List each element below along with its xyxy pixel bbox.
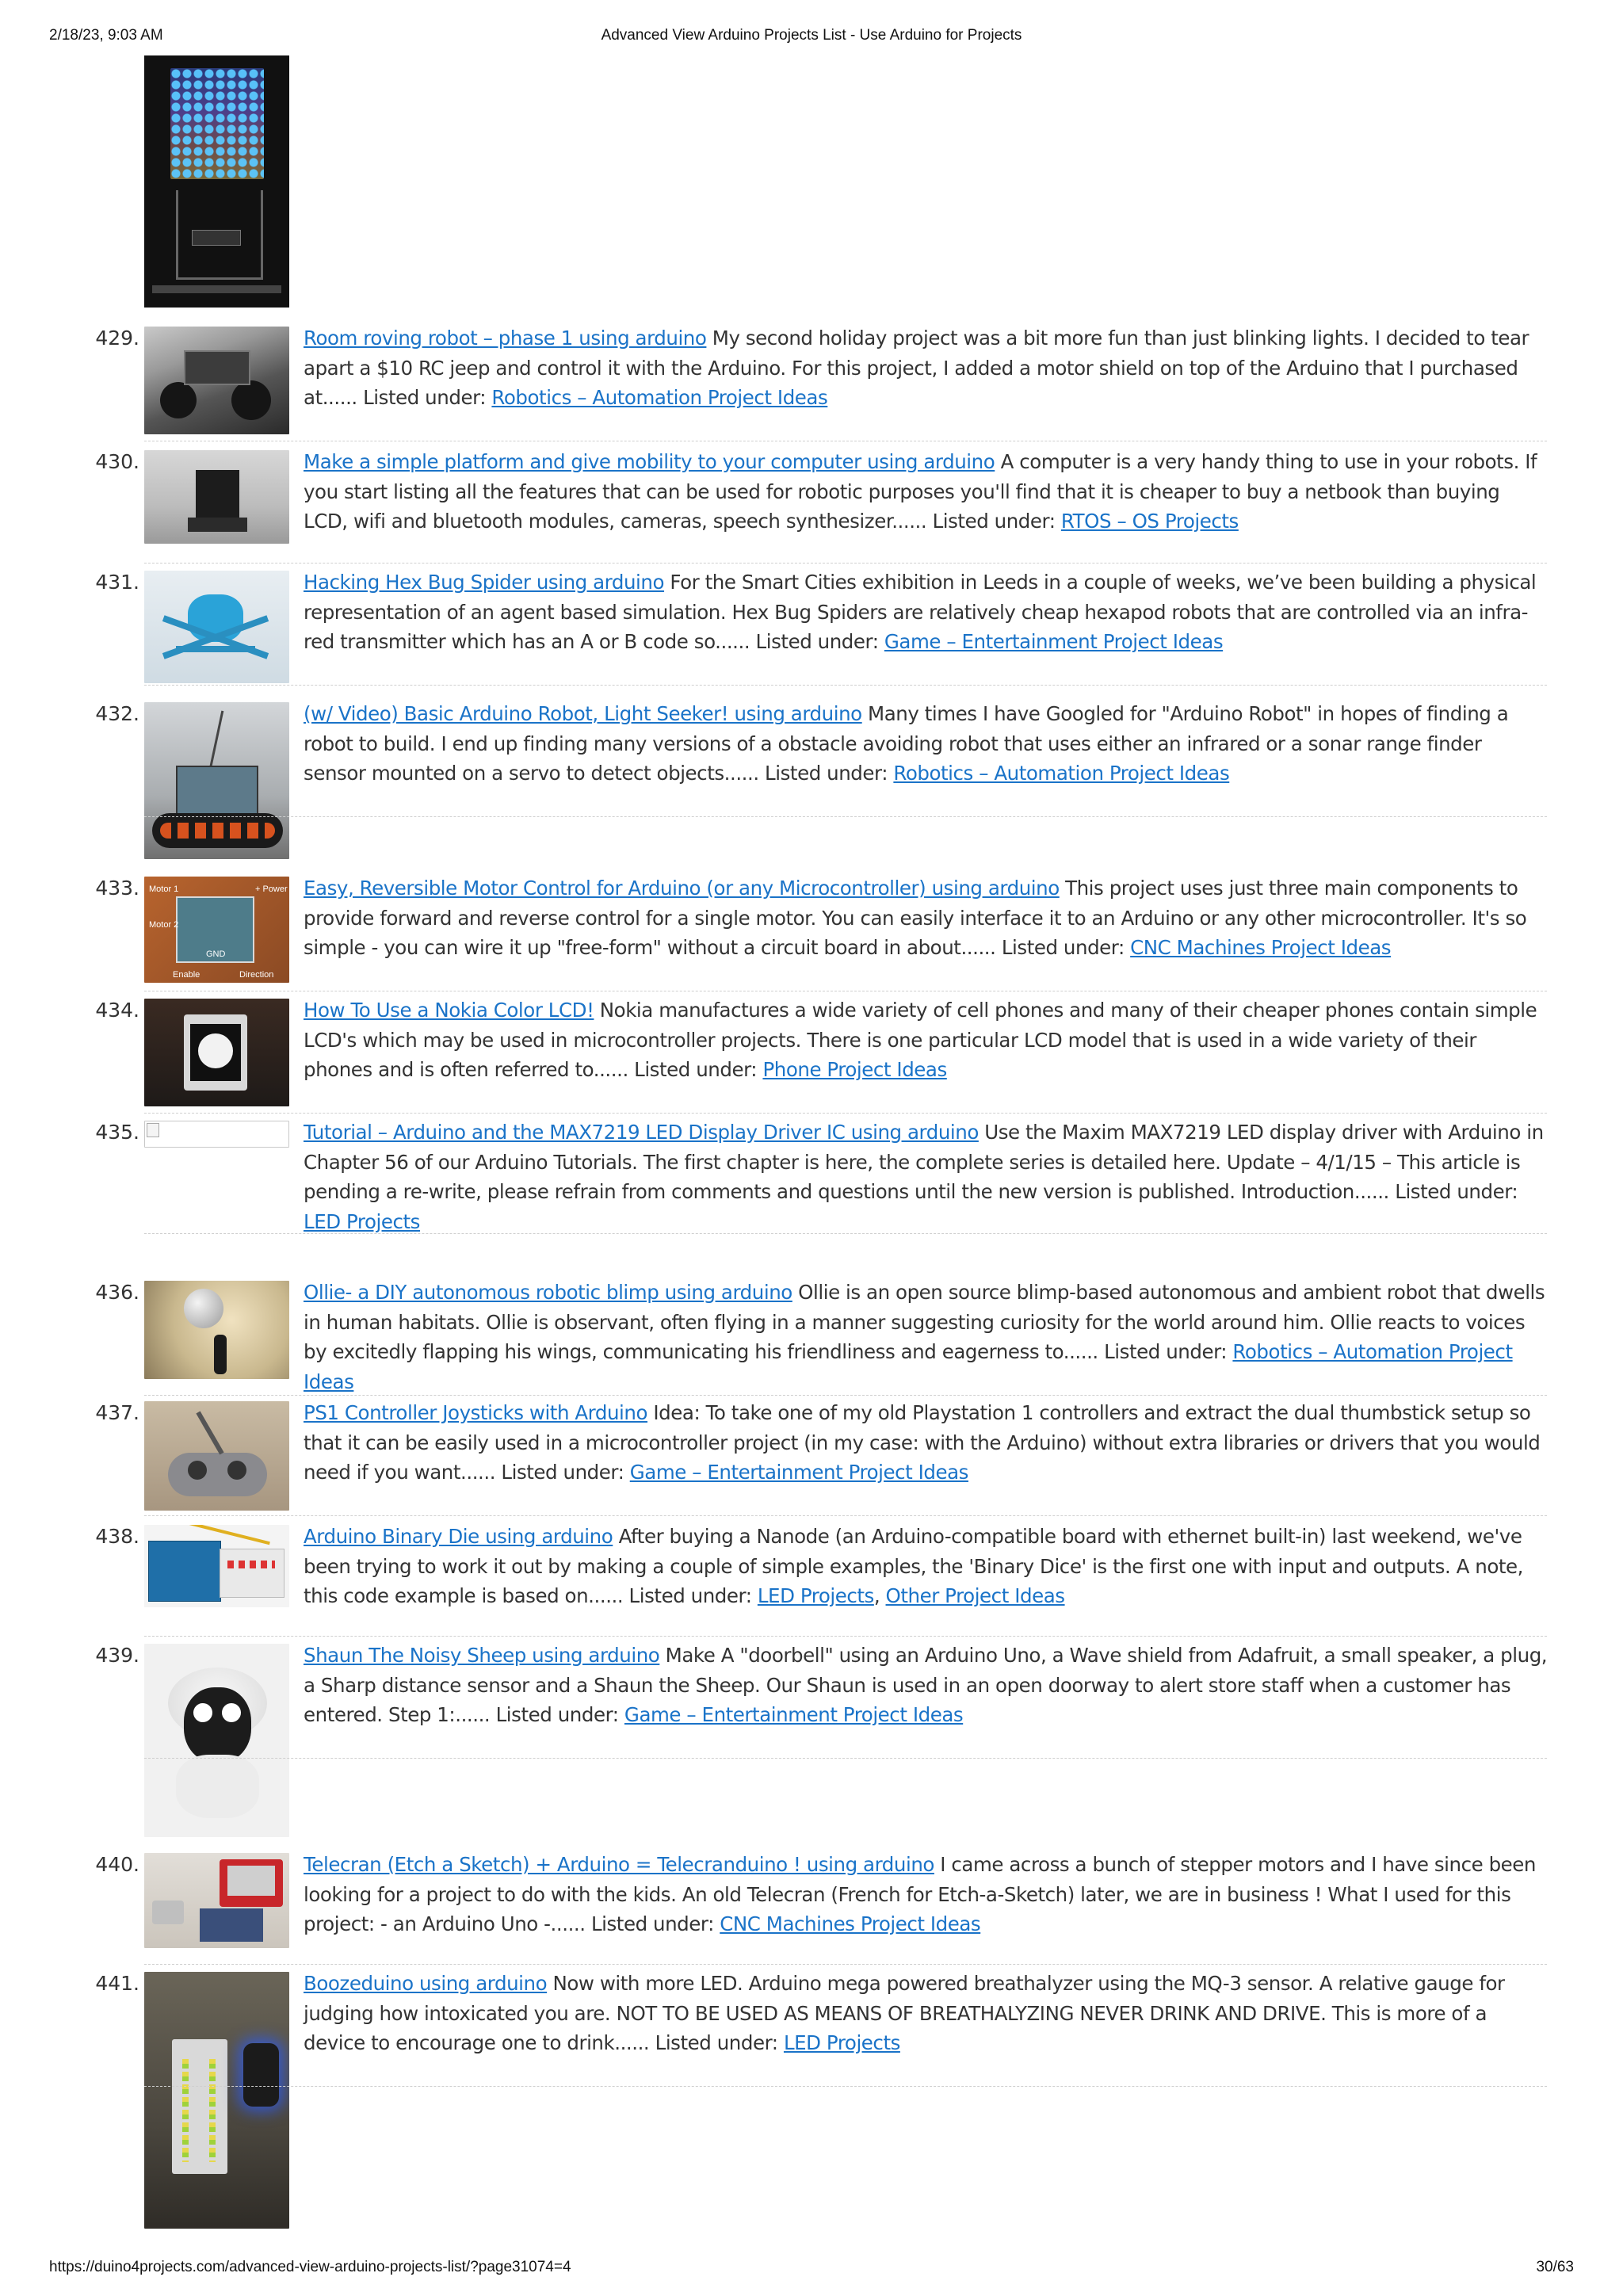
category-link[interactable]: Other Project Ideas — [885, 1584, 1065, 1607]
category-link[interactable]: Game – Entertainment Project Ideas — [884, 630, 1224, 653]
listed-under-label: Listed under: — [1001, 936, 1125, 959]
item-divider — [144, 1113, 1547, 1114]
category-link[interactable]: CNC Machines Project Ideas — [720, 1912, 981, 1935]
item-divider — [144, 816, 1547, 817]
listed-under-label: Listed under: — [628, 1584, 752, 1607]
item-divider — [144, 1515, 1547, 1516]
project-title-link[interactable]: Room roving robot – phase 1 using arduino — [304, 327, 707, 350]
item-number: 438. — [95, 1525, 139, 1548]
project-title-link[interactable]: (w/ Video) Basic Arduino Robot, Light Seeker! using arduino — [304, 702, 862, 725]
hexbug-spider-thumbnail[interactable] — [144, 571, 289, 683]
listed-under-label: Listed under: — [765, 762, 888, 785]
listed-under-label: Listed under: — [1395, 1180, 1518, 1203]
project-title-link[interactable]: Telecran (Etch a Sketch) + Arduino = Telecranduino ! using arduino — [304, 1853, 934, 1876]
category-link[interactable]: Robotics – Automation Project Ideas — [893, 762, 1230, 785]
binary-die-thumbnail[interactable] — [144, 1525, 289, 1607]
listed-under-label: Listed under: — [655, 2031, 778, 2054]
print-page-title: Advanced View Arduino Projects List - Use Arduino for Projects — [601, 27, 1022, 44]
listed-under-label: Listed under: — [755, 630, 879, 653]
rc-jeep-robot-thumbnail[interactable] — [144, 327, 289, 434]
item-divider — [144, 685, 1547, 686]
nokia-lcd-thumbnail[interactable] — [144, 999, 289, 1106]
project-title-link[interactable]: Arduino Binary Die using arduino — [304, 1525, 613, 1548]
item-number: 439. — [95, 1644, 139, 1667]
category-link[interactable]: CNC Machines Project Ideas — [1130, 936, 1392, 959]
project-title-link[interactable]: Ollie- a DIY autonomous robotic blimp using arduino — [304, 1281, 792, 1304]
project-description: Now with more LED. Arduino mega powered breathalyzer using the MQ-3 sensor. A relative gauge for judging how intoxicated you are. NOT TO BE USED AS MEANS OF BREATHALYZING NEVER DRINK AND DRIVE. This is more of a device to encourage one to drink...... — [304, 1972, 1505, 2054]
category-link[interactable]: LED Projects — [304, 1209, 420, 1233]
item-divider — [144, 1233, 1547, 1234]
project-description: Use the Maxim MAX7219 LED display driver with Arduino in Chapter 56 of our Arduino Tutorials. The first chapter is here, the complete series is detailed here. Update – 4/1/15 – This article is pending a re-write, please refrain from comments and questions until the new version is published. Introduction...... — [304, 1121, 1544, 1203]
item-number: 429. — [95, 327, 139, 350]
shaun-sheep-thumbnail[interactable] — [144, 1644, 289, 1837]
project-title-link[interactable]: Make a simple platform and give mobility to your computer using arduino — [304, 450, 995, 473]
category-link[interactable]: LED Projects — [757, 1584, 874, 1607]
project-description: Ollie is an open source blimp-based autonomous and ambient robot that dwells in human habitats. Ollie is observant, often flying in a manner suggesting curiosity for the world around him. Ollie reacts to voices by excitedly flapping his wings, communicating his friendliness and eagerness to...... — [304, 1281, 1545, 1363]
project-description: Nokia manufactures a wide variety of cell phones and many of their cheaper phones contain simple LCD's which may be used in microcontroller projects. There is one particular LCD model that is used in a wide variety of their phones and is often referred to...... — [304, 999, 1537, 1081]
category-link[interactable]: Game – Entertainment Project Ideas — [624, 1703, 964, 1726]
item-number: 440. — [95, 1853, 139, 1876]
listed-under-label: Listed under: — [495, 1703, 619, 1726]
item-number: 434. — [95, 999, 139, 1022]
project-title-link[interactable]: Tutorial – Arduino and the MAX7219 LED Display Driver IC using arduino — [304, 1121, 979, 1144]
category-link[interactable]: Robotics – Automation Project Ideas — [491, 386, 828, 409]
item-number: 436. — [95, 1281, 139, 1304]
led-matrix-project-image[interactable] — [144, 55, 289, 308]
project-title-link[interactable]: PS1 Controller Joysticks with Arduino — [304, 1401, 648, 1424]
item-number: 432. — [95, 702, 139, 725]
category-link[interactable]: Robotics – Automation Project Ideas — [304, 1340, 1513, 1393]
boozeduino-breathalyzer-thumbnail[interactable] — [144, 1972, 289, 2229]
project-description: My second holiday project was a bit more fun than just blinking lights. I decided to tear apart a $10 RC jeep and control it with the Arduino. For this project, I added a motor shield on top of the Arduino that I purchased at...... — [304, 327, 1529, 409]
project-description: For the Smart Cities exhibition in Leeds in a couple of weeks, we’ve been building a physical representation of an agent based simulation. Hex Bug Spiders are relatively cheap hexapod robots that are controlled via an infra-red transmitter which has an A or B code so...... — [304, 571, 1537, 653]
item-divider — [144, 1636, 1547, 1637]
broken-image-placeholder[interactable] — [144, 1121, 289, 1148]
netbook-platform-thumbnail[interactable] — [144, 450, 289, 544]
project-description: After buying a Nanode (an Arduino-compatible board with ethernet built-in) last weekend, we've been trying to work it out by making a couple of simple examples, the 'Binary Dice' is the first one with input and outputs. A note, this code example is based on...... — [304, 1525, 1523, 1607]
project-title-link[interactable]: Hacking Hex Bug Spider using arduino — [304, 571, 665, 594]
project-description: Many times I have Googled for "Arduino Robot" in hopes of finding a robot to build. I end up finding many versions of a obstacle avoiding robot that uses either an infrared or a sonar range finder sensor mounted on a servo to detect objects...... — [304, 702, 1509, 785]
project-description: Make A "doorbell" using an Arduino Uno, a Wave shield from Adafruit, a small speaker, a plug, a Sharp distance sensor and a Shaun the Sheep. Our Shaun is used in an open doorway to alert store staff when a customer has entered. Step 1:...... — [304, 1644, 1548, 1726]
listed-under-label: Listed under: — [501, 1461, 624, 1484]
item-number: 431. — [95, 571, 139, 594]
motor-control-circuit-thumbnail[interactable]: Motor 1 Motor 2 + Power GND Enable Direction — [144, 877, 289, 983]
listed-under-label: Listed under: — [1104, 1340, 1228, 1363]
listed-under-label: Listed under: — [634, 1058, 758, 1081]
item-number: 433. — [95, 877, 139, 900]
item-divider — [144, 1758, 1547, 1759]
category-link[interactable]: RTOS – OS Projects — [1060, 510, 1239, 533]
project-description: Idea: To take one of my old Playstation 1 controllers and extract the dual thumbstick setup so that it can be easily used in a microcontroller project (in my case: with the Arduino) without extra libraries or drivers that you would need if you want...... — [304, 1401, 1541, 1484]
project-description: A computer is a very handy thing to use in your robots. If you start listing all the features that can be used for robotic purposes you'll find that it is cheaper to buy a netbook than buying LCD, wifi and bluetooth modules, cameras, speech synthesizer...... — [304, 450, 1537, 533]
project-title-link[interactable]: How To Use a Nokia Color LCD! — [304, 999, 594, 1022]
project-description: I came across a bunch of stepper motors and I have since been looking for a project to do with the kids. An old Telecran (French for Etch-a-Sketch) later, we are in business ! What I used for this project: - an Arduino Uno -...... — [304, 1853, 1537, 1935]
light-seeker-robot-thumbnail[interactable] — [144, 702, 289, 859]
item-number: 430. — [95, 450, 139, 473]
item-number: 441. — [95, 1972, 139, 1995]
category-link[interactable]: Phone Project Ideas — [762, 1058, 947, 1081]
item-divider — [144, 1395, 1547, 1396]
item-number: 435. — [95, 1121, 139, 1144]
ps1-joystick-thumbnail[interactable] — [144, 1401, 289, 1511]
print-datetime: 2/18/23, 9:03 AM — [49, 27, 163, 44]
item-divider — [144, 2086, 1547, 2087]
listed-under-label: Listed under: — [590, 1912, 714, 1935]
category-link[interactable]: Game – Entertainment Project Ideas — [629, 1461, 968, 1484]
item-divider — [144, 1964, 1547, 1965]
listed-under-label: Listed under: — [363, 386, 487, 409]
print-page-number: 30/63 — [1536, 2259, 1574, 2275]
listed-under-label: Listed under: — [932, 510, 1056, 533]
item-number: 437. — [95, 1401, 139, 1424]
project-description: This project uses just three main components to provide forward and reverse control for a single motor. You can easily interface it to an Arduino or any other microcontroller. It's so simple - you can wire it up "free-form" without a circuit board in about...... — [304, 877, 1527, 959]
robotic-blimp-thumbnail[interactable] — [144, 1281, 289, 1379]
telecran-etch-a-sketch-thumbnail[interactable] — [144, 1853, 289, 1948]
project-title-link[interactable]: Boozeduino using arduino — [304, 1972, 548, 1995]
category-link[interactable]: LED Projects — [783, 2031, 900, 2054]
print-url: https://duino4projects.com/advanced-view-arduino-projects-list/?page31074=4 — [49, 2259, 571, 2275]
project-title-link[interactable]: Easy, Reversible Motor Control for Arduino (or any Microcontroller) using arduino — [304, 877, 1060, 900]
project-title-link[interactable]: Shaun The Noisy Sheep using arduino — [304, 1644, 660, 1667]
